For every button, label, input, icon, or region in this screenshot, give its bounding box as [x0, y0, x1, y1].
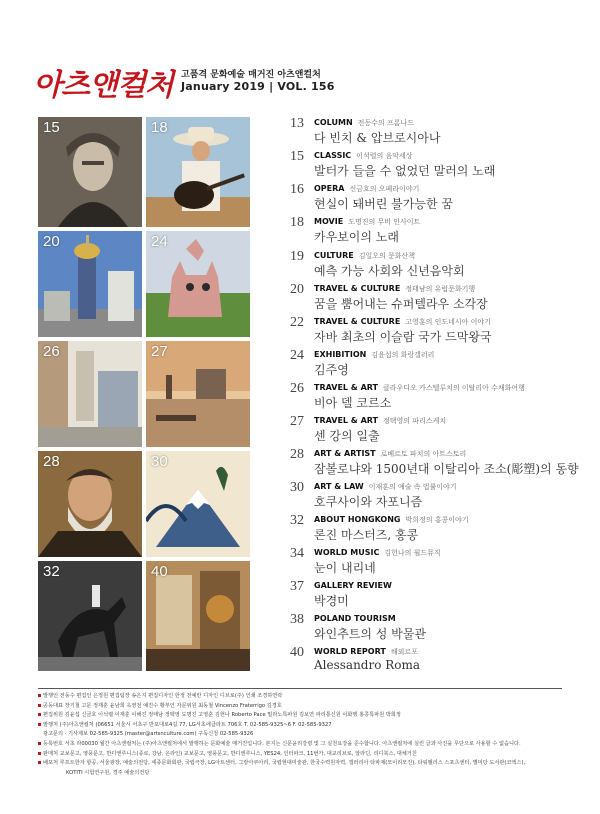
bullet-icon — [38, 694, 41, 697]
thumbnail-27[interactable] — [146, 341, 250, 447]
toc-page-number: 32 — [290, 513, 304, 528]
toc-category: GALLERY REVIEW — [314, 581, 392, 590]
toc-category: MOVIE 도명진의 무비 인사이트 — [314, 217, 421, 226]
thumbnail-15[interactable] — [38, 117, 142, 227]
toc-category: EXHIBITION 김윤섭의 화랑갤러리 — [314, 350, 435, 359]
toc-page-number: 27 — [290, 414, 304, 429]
toc-page-number: 26 — [290, 381, 304, 396]
toc-category: TRAVEL & ART 정택영의 파리스케치 — [314, 416, 447, 425]
toc-category: OPERA 신금호의 오페라이야기 — [314, 184, 420, 193]
toc-title: 김주영 — [314, 363, 349, 377]
issue-info: January 2019 | VOL. 156 — [181, 80, 335, 93]
toc-title: 론진 마스터즈, 홍콩 — [314, 528, 419, 542]
toc-title: 박경미 — [314, 594, 349, 608]
masthead-line: 판매처 교보문고, 영풍문고, 반디앤루니스(종로, 강남, 온라인) 교보문고, 영풍문고, 반디앤루니스, YES24, 인터파크, 11번가, 대교리브로, 알라딘, 리디북스, 대체거친 — [38, 750, 562, 760]
masthead-line: 광고문의 · 기사제보 02-585-9325 (master@artsnculture.com) 구독신청 02-585-9326 — [43, 731, 254, 738]
toc-title: 센 강의 일출 — [314, 429, 380, 443]
toc-page-number: 13 — [290, 116, 304, 131]
toc-subtitle: 김윤섭의 화랑갤러리 — [371, 351, 435, 359]
page-number: 40 — [151, 563, 168, 580]
toc-title: 카우보이의 노래 — [314, 230, 399, 244]
toc-subtitle: 도명진의 무비 인사이트 — [348, 218, 421, 226]
masthead — [38, 692, 562, 778]
masthead-line: 배포처 루프트한자 항공, 서울광장, 예술의전당, 세종문화회관, 국립극장, LG아트센터, 그랑아쿠아리, 국립현대미술관, 한국수력원자력, 갤러리아 타파제(모이리모진), 타워팰리스 스포츠센터, 별미당 도서관(코엑스), — [38, 759, 562, 769]
thumbnail-40[interactable] — [146, 561, 250, 671]
toc-page-number: 38 — [290, 612, 304, 627]
thumbnail-26[interactable] — [38, 341, 142, 447]
toc-category: WORLD MUSIC 김헌나의 월드뮤직 — [314, 548, 441, 557]
masthead-line: 발행처 (주)아츠앤컬처 (06651 서울시 서초구 반포대로4길 77, LG서초에클라트 706호 T. 02-585-9325~6 F. 02-585-9327 — [38, 721, 562, 731]
magazine-tagline: 고품격 문화예술 매거진 아츠앤컬처 — [181, 70, 321, 80]
toc-page-number: 40 — [290, 645, 304, 660]
thumbnail-32[interactable] — [38, 561, 142, 671]
toc-category: ART & ARTIST 로베르토 파치의 아트스토리 — [314, 449, 467, 458]
thumbnail-18[interactable] — [146, 117, 250, 227]
toc-title: 자바 최초의 이슬람 국가 드막왕국 — [314, 330, 492, 344]
toc-subtitle: 로베르토 파치의 아트스토리 — [380, 450, 467, 458]
bullet-icon — [38, 742, 41, 745]
toc-subtitle: 이재훈의 예술 속 법률이야기 — [368, 483, 457, 491]
toc-subtitle: 김일오의 문화산책 — [358, 252, 416, 260]
bullet-icon — [38, 761, 41, 764]
bullet-icon — [38, 704, 41, 707]
masthead-divider — [38, 688, 562, 689]
toc-subtitle: 해외르포 — [390, 648, 418, 656]
toc-category: ABOUT HONGKONG 박희정의 홍콩이야기 — [314, 515, 469, 524]
toc-subtitle: 전동수의 프롬나드 — [357, 119, 414, 127]
toc-category: POLAND TOURISM — [314, 614, 396, 623]
toc-title: 눈이 내리네 — [314, 561, 376, 575]
toc-category: CLASSIC 이석렬의 음악세상 — [314, 151, 413, 160]
toc-title: 예측 가능 사회와 신년음악회 — [314, 264, 465, 278]
toc-title: 발터가 들을 수 없었던 말러의 노래 — [314, 164, 496, 178]
bullet-icon — [38, 723, 41, 726]
toc-category: TRAVEL & ART 클라우디오 카스텔루치의 이탈리아 수채화여행 — [314, 383, 525, 392]
toc-page-number: 20 — [290, 282, 304, 297]
thumbnail-30[interactable] — [146, 451, 250, 557]
toc-title: 잠볼로냐와 1500년대 이탈리아 조소(彫塑)의 동향 — [314, 462, 579, 476]
toc-title: 꿈을 뿜어내는 슈퍼텔라우 소각장 — [314, 297, 488, 311]
masthead-line: KOTITI 시험연구원, 경주 예술의전당 — [66, 769, 150, 776]
toc-subtitle: 고영훈의 인도네시아 이야기 — [405, 318, 491, 326]
toc-category: TRAVEL & CULTURE 정태남의 유럽문화기행 — [314, 284, 476, 293]
toc-page-number: 34 — [290, 546, 304, 561]
page-number: 15 — [43, 119, 60, 136]
toc-category: CULTURE 김일오의 문화산책 — [314, 251, 416, 260]
bullet-icon — [38, 713, 41, 716]
page-number: 26 — [43, 343, 60, 360]
toc-category: WORLD REPORT 해외르포 — [314, 647, 418, 656]
toc-page-number: 30 — [290, 480, 304, 495]
toc-page-number: 19 — [290, 249, 304, 264]
masthead-line: 발행인 전동수 편집인 은정원 편집팀장 송은지 편집디자인 한정 전예란 디자인 디브로(주) 인쇄 조경하연락 — [38, 692, 562, 702]
page-number: 30 — [151, 453, 168, 470]
masthead-line: 공동대표 장기철 고문 정재훈 윤남희 옥영전 예진수 황부인 자문위원 최동철 Vincenzo Fraterrigo 김경호 — [38, 702, 562, 712]
toc-page-number: 24 — [290, 348, 304, 363]
page-number: 24 — [151, 233, 168, 250]
toc-title: 호쿠사이와 자포니즘 — [314, 495, 423, 509]
masthead-line: 편집위원 김윤섭 신금호 이석렬 이재훈 이해진 정태남 정택영 도명진 고영훈 김헌나 Roberto Pace 밀라노특파원 김보연 파리통신원 이화행 홍콩특파원 박희정 — [38, 711, 562, 721]
toc-page-number: 16 — [290, 182, 304, 197]
toc-subtitle: 클라우디오 카스텔루치의 이탈리아 수채화여행 — [383, 384, 525, 392]
toc-category: ART & LAW 이재훈의 예술 속 법률이야기 — [314, 482, 457, 491]
toc-title: 와인추트의 성 박물관 — [314, 627, 426, 641]
toc-page-number: 37 — [290, 579, 304, 594]
page-number: 32 — [43, 563, 60, 580]
toc-page-number: 18 — [290, 215, 304, 230]
toc-category: TRAVEL & CULTURE 고영훈의 인도네시아 이야기 — [314, 317, 491, 326]
page-number: 27 — [151, 343, 168, 360]
thumbnail-24[interactable] — [146, 231, 250, 337]
page-number: 18 — [151, 119, 168, 136]
toc-title: 현실이 돼버린 불가능한 꿈 — [314, 197, 453, 211]
toc-category: COLUMN 전동수의 프롬나드 — [314, 118, 414, 127]
thumbnail-20[interactable] — [38, 231, 142, 337]
magazine-logo: 아츠앤컬처 — [33, 68, 173, 103]
toc-page-number: 22 — [290, 315, 304, 330]
toc-subtitle: 신금호의 오페라이야기 — [349, 185, 420, 193]
toc-page-number: 15 — [290, 149, 304, 164]
toc-title: 다 빈치 & 압브로시아나 — [314, 131, 441, 145]
page-number: 28 — [43, 453, 60, 470]
thumbnail-28[interactable] — [38, 451, 142, 557]
toc-title: Alessandro Roma — [314, 658, 421, 672]
toc-title: 비아 델 코르소 — [314, 396, 392, 410]
toc-subtitle: 정태남의 유럽문화기행 — [405, 285, 476, 293]
toc-subtitle: 정택영의 파리스케치 — [383, 417, 447, 425]
page-number: 20 — [43, 233, 60, 250]
toc-subtitle: 박희정의 홍콩이야기 — [405, 516, 469, 524]
toc-page-number: 28 — [290, 447, 304, 462]
masthead-line: 등록번호 서초 라00030 월간 아츠앤컬처는 (주)아츠앤컬처에서 발행하는 문화예술 매거진입니다. 본지는 신문윤리강령 및 그 실천요강을 준수합니다. 아츠앤컬처에 실린 글과 사진을 무단으로 사용할 수 없습니다. — [38, 740, 562, 750]
toc-subtitle: 이석렬의 음악세상 — [356, 152, 413, 160]
bullet-icon — [38, 752, 41, 755]
toc-subtitle: 김헌나의 월드뮤직 — [384, 549, 441, 557]
